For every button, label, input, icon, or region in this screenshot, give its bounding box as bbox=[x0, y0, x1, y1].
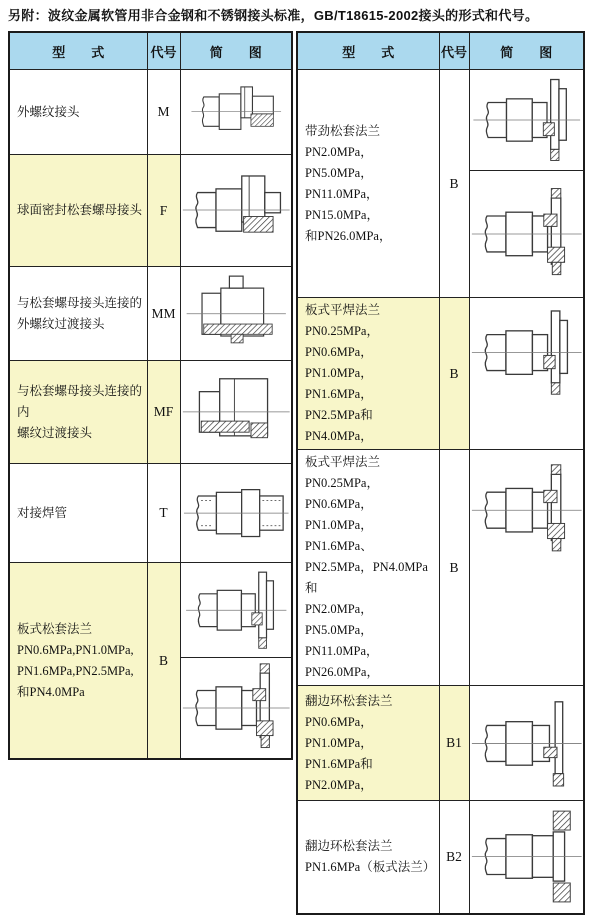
fitting-diagram-nipple-female-adapter bbox=[181, 361, 292, 463]
joint-type-line: PN1.6MPa,PN2.5MPa, bbox=[17, 663, 134, 678]
table-row bbox=[9, 70, 292, 155]
table-row bbox=[297, 70, 584, 298]
fitting-diagram-flange-loose-down bbox=[470, 170, 584, 297]
joint-type-line: 外螺纹接头 bbox=[17, 104, 80, 119]
joint-diagram-cell bbox=[469, 801, 584, 915]
joint-type-line: PN2.0MPa，PN5.0MPa， bbox=[305, 144, 373, 180]
fitting-diagram-flange-loose-up bbox=[470, 70, 584, 170]
joint-type-cell bbox=[9, 563, 147, 760]
joint-type-line: PN1.6MPa和PN2.0MPa， bbox=[305, 756, 373, 792]
joint-code-cell: B bbox=[439, 298, 469, 450]
joint-type-cell bbox=[9, 155, 147, 267]
joint-type-line: PN0.6MPa,PN1.0MPa, bbox=[17, 642, 134, 657]
joint-code-cell: B bbox=[439, 70, 469, 298]
fitting-diagram-flange-flared-b1 bbox=[470, 686, 584, 800]
fitting-diagram-male-thread-joint bbox=[181, 70, 292, 154]
joint-type-line: 板式松套法兰 bbox=[17, 621, 93, 636]
joint-diagram-cell bbox=[180, 155, 292, 267]
joint-code-cell: T bbox=[147, 464, 180, 563]
joint-type-line: 球面密封松套螺母接头 bbox=[17, 203, 143, 217]
code-header: 代号 bbox=[147, 32, 180, 70]
fitting-diagram-loose-nut-joint bbox=[181, 155, 292, 266]
table-row bbox=[9, 563, 292, 760]
fitting-diagram-butt-weld-pipe bbox=[181, 464, 292, 562]
joint-diagram-cell bbox=[180, 361, 292, 464]
table-row bbox=[9, 267, 292, 361]
type-header: 型 式 bbox=[297, 32, 439, 70]
type-header: 型 式 bbox=[9, 32, 147, 70]
joint-type-line: 板式平焊法兰 bbox=[305, 455, 381, 469]
joint-code-cell: MF bbox=[147, 361, 180, 464]
diagram-header: 简 图 bbox=[469, 32, 584, 70]
joint-type-line: 翻边环松套法兰 bbox=[305, 839, 393, 853]
joint-type-cell bbox=[9, 267, 147, 361]
joint-type-line: PN1.0MPa，PN1.6MPa、 bbox=[305, 518, 373, 553]
header-row bbox=[297, 32, 584, 70]
joint-type-line: 带劲松套法兰 bbox=[305, 123, 381, 138]
joint-type-line: 与松套螺母接头连接的内 bbox=[17, 383, 143, 419]
joint-type-line: 对接焊管 bbox=[17, 505, 68, 520]
joint-type-line: 与松套螺母接头连接的 bbox=[17, 295, 143, 310]
joint-type-line: PN2.5MPa和PN4.0MPa， bbox=[305, 408, 373, 443]
fitting-diagram-nipple-male-adapter bbox=[181, 267, 292, 360]
joint-code-cell: M bbox=[147, 70, 180, 155]
page-title: 另附：波纹金属软管用非合金钢和不锈钢接头标准，GB/T18615-2002接头的形式和代号。 bbox=[8, 8, 539, 23]
table-row bbox=[297, 686, 584, 801]
joint-diagram-cell bbox=[469, 298, 584, 450]
joint-type-cell bbox=[297, 686, 439, 801]
joint-type-line: PN1.6MPa（板式法兰） bbox=[305, 860, 436, 874]
joint-diagram-cell bbox=[469, 686, 584, 801]
tables-container bbox=[8, 31, 596, 915]
joint-type-line: 和PN4.0MPa bbox=[17, 684, 85, 699]
joint-type-line: PN11.0MPa，PN15.0MPa， bbox=[305, 186, 379, 222]
joint-type-line: 和PN26.0MPa， bbox=[305, 228, 392, 243]
table-row bbox=[9, 155, 292, 267]
table-row bbox=[9, 464, 292, 563]
joint-diagram-cell bbox=[469, 70, 584, 298]
joint-code-cell: B1 bbox=[439, 686, 469, 801]
joint-diagram-cell bbox=[180, 267, 292, 361]
joint-type-line: PN0.25MPa，PN0.6MPa， bbox=[305, 324, 379, 359]
joint-type-line: 螺纹过渡接头 bbox=[17, 425, 93, 440]
joint-code-cell: B bbox=[439, 450, 469, 686]
joint-type-cell bbox=[9, 70, 147, 155]
joint-type-line: 板式平焊法兰 bbox=[305, 303, 381, 317]
table-row bbox=[297, 450, 584, 686]
table-row bbox=[9, 361, 292, 464]
diagram-header: 简 图 bbox=[180, 32, 292, 70]
code-header: 代号 bbox=[439, 32, 469, 70]
table-row bbox=[297, 298, 584, 450]
joint-type-line: 翻边环松套法兰 bbox=[305, 693, 393, 708]
joint-type-line: PN1.0MPa，PN1.6MPa， bbox=[305, 366, 373, 401]
joint-type-cell bbox=[297, 70, 439, 298]
joint-type-cell bbox=[9, 464, 147, 563]
joint-type-line: 外螺纹过渡接头 bbox=[17, 316, 105, 331]
joint-type-line: PN2.5MPa，PN4.0MPa和 bbox=[305, 560, 428, 595]
joint-code-cell: MM bbox=[147, 267, 180, 361]
joint-type-line: PN2.0MPa，PN5.0MPa， bbox=[305, 602, 373, 637]
fitting-diagram-flange-loose-up bbox=[470, 298, 584, 408]
joint-type-cell bbox=[297, 450, 439, 686]
fitting-diagram-flange-loose-up bbox=[181, 563, 292, 657]
joint-code-cell: B2 bbox=[439, 801, 469, 915]
joint-diagram-cell bbox=[180, 70, 292, 155]
joint-diagram-cell bbox=[180, 464, 292, 563]
left-joint-table bbox=[8, 31, 293, 760]
joint-type-cell bbox=[9, 361, 147, 464]
joint-diagram-cell bbox=[469, 450, 584, 686]
fitting-diagram-flange-loose-down bbox=[470, 450, 584, 570]
joint-type-cell bbox=[297, 801, 439, 915]
joint-code-cell: F bbox=[147, 155, 180, 267]
joint-type-line: PN0.25MPa，PN0.6MPa， bbox=[305, 476, 379, 511]
joint-diagram-cell bbox=[180, 563, 292, 760]
joint-code-cell: B bbox=[147, 563, 180, 760]
fitting-diagram-flange-loose-down bbox=[181, 657, 292, 758]
fitting-diagram-flange-flared-b2 bbox=[470, 801, 584, 913]
joint-type-cell bbox=[297, 298, 439, 450]
table-row bbox=[297, 801, 584, 915]
joint-type-line: PN0.6MPa，PN1.0MPa， bbox=[305, 714, 373, 750]
right-joint-table bbox=[296, 31, 585, 915]
header-row bbox=[9, 32, 292, 70]
joint-type-line: PN11.0MPa，PN26.0MPa， bbox=[305, 644, 379, 679]
